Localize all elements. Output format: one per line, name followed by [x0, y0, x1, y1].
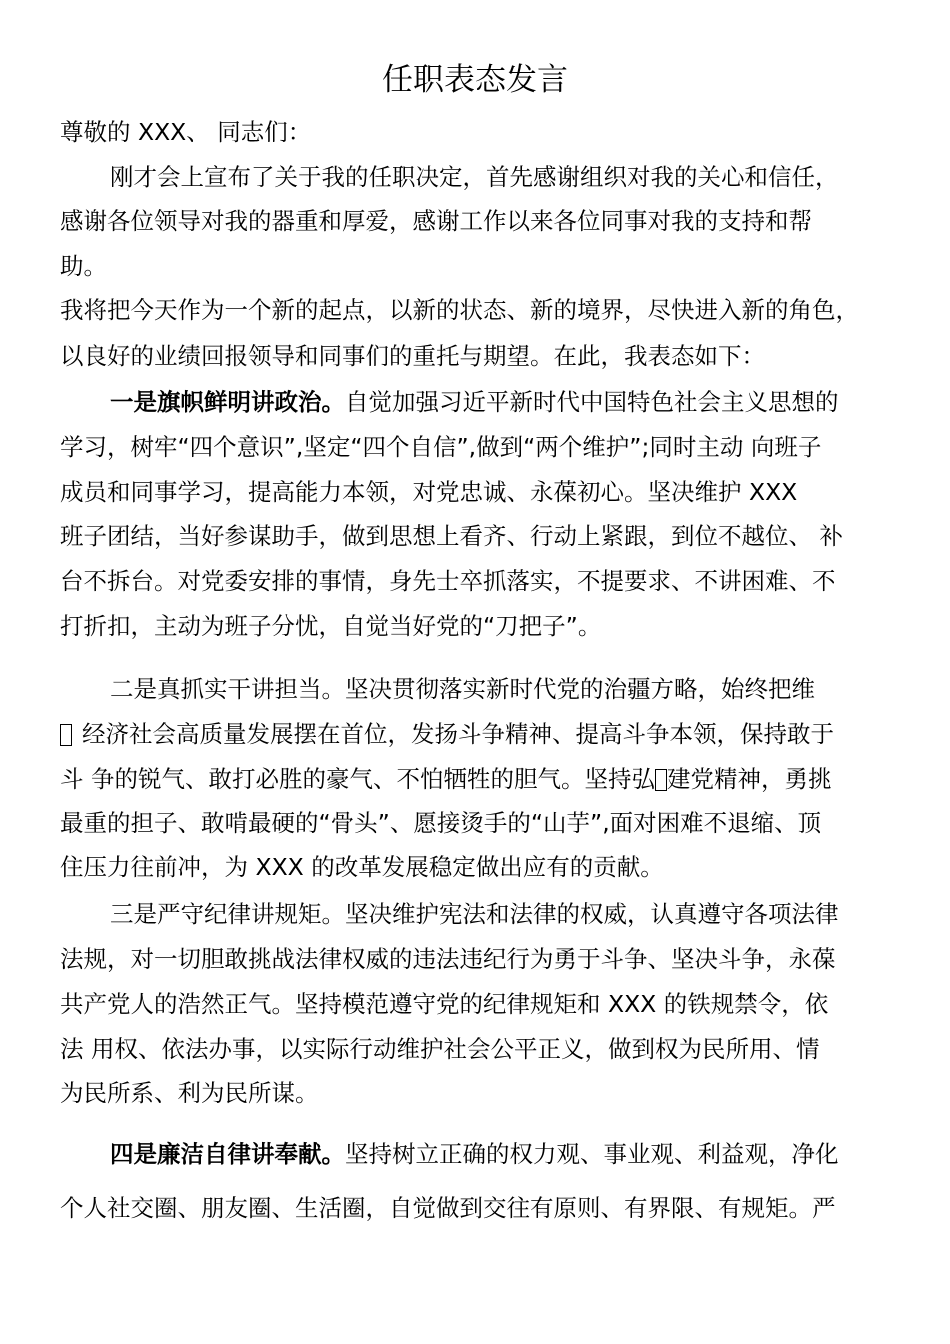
paragraph-line: 成员和同事学习，提高能力本领，对党忠诚、永葆初心。坚决维护 XXX — [60, 478, 798, 506]
point-heading: 一是旗帜鲜明讲政治。 — [110, 388, 345, 416]
paragraph-line: 住压力往前冲，为 XXX 的改革发展稳定做出应有的贡献。 — [60, 853, 664, 881]
paragraph-line: 三是严守纪律讲规矩。坚决维护宪法和法律的权威，认真遵守各项法律 — [110, 900, 839, 928]
paragraph-line: 二是真抓实干讲担当。坚决贯彻落实新时代党的治疆方略，始终把维 — [110, 675, 815, 703]
paragraph-line: 个人社交圈、朋友圈、生活圈，自觉做到交往有原则、有界限、有规矩。严 — [60, 1194, 836, 1222]
paragraph-line: 助。 — [60, 252, 107, 280]
line-text: 斗 争的锐气、敢打必胜的豪气、不怕牺牲的胆气。坚持弘 — [60, 765, 655, 793]
paragraph-line — [60, 718, 834, 750]
paragraph-line: 我将把今天作为一个新的起点，以新的状态、新的境界，尽快进入新的角色， — [60, 296, 859, 324]
paragraph-line: 法规，对一切胆敢挑战法律权威的违法违纪行为勇于斗争、坚决斗争，永葆 — [60, 945, 836, 973]
paragraph-line: 最重的担子、敢啃最硬的“骨头”、愿接烫手的“山芋”,面对困难不退缩、顶 — [60, 809, 822, 837]
paragraph-line: 为民所系、利为民所谋。 — [60, 1079, 319, 1107]
document-title: 任职表态发言 — [382, 62, 568, 98]
paragraph-line: 学习，树牢“四个意识”,坚定“四个自信”,做到“两个维护”;同时主动 向班子 — [60, 433, 822, 461]
paragraph-line: 打折扣，主动为班子分忧，自觉当好党的“刀把子”。 — [60, 612, 602, 640]
salutation: 尊敬的 XXX、 同志们： — [60, 118, 312, 146]
point-text: 自觉加强习近平新时代中国特色社会主义思想的 — [345, 388, 839, 416]
paragraph-line: 班子团结，当好参谋助手，做到思想上看齐、行动上紧跟，到位不越位、 补 — [60, 522, 843, 550]
line-text: 建党精神，勇挑 — [666, 765, 832, 793]
paragraph-line: 共产党人的浩然正气。坚持模范遵守党的纪律规矩和 XXX 的铁规禁令，依 — [60, 990, 829, 1018]
paragraph-line: 法 用权、依法办事，以实际行动维护社会公平正义，做到权为民所用、情 — [60, 1035, 820, 1063]
paragraph-line: 感谢各位领导对我的器重和厚爱，感谢工作以来各位同事对我的支持和帮 — [60, 207, 812, 235]
line-text: 经济社会高质量发展摆在首位，发扬斗争精神、提高斗争本领，保持敢于 — [82, 720, 834, 748]
point-heading: 四是廉洁自律讲奉献。 — [110, 1140, 345, 1168]
paragraph-line: 台不拆台。对党委安排的事情，身先士卒抓落实，不提要求、不讲困难、不 — [60, 567, 836, 595]
missing-glyph-box — [60, 724, 72, 746]
missing-glyph-box — [655, 769, 667, 791]
paragraph-line: 以良好的业绩回报领导和同事们的重托与期望。在此，我表态如下： — [60, 342, 765, 370]
paragraph-line — [110, 386, 839, 418]
paragraph-line — [60, 763, 831, 795]
point-text: 坚持树立正确的权力观、事业观、利益观，净化 — [345, 1140, 839, 1168]
paragraph-line: 刚才会上宣布了关于我的任职决定，首先感谢组织对我的关心和信任， — [110, 163, 839, 191]
paragraph-line — [110, 1138, 839, 1170]
